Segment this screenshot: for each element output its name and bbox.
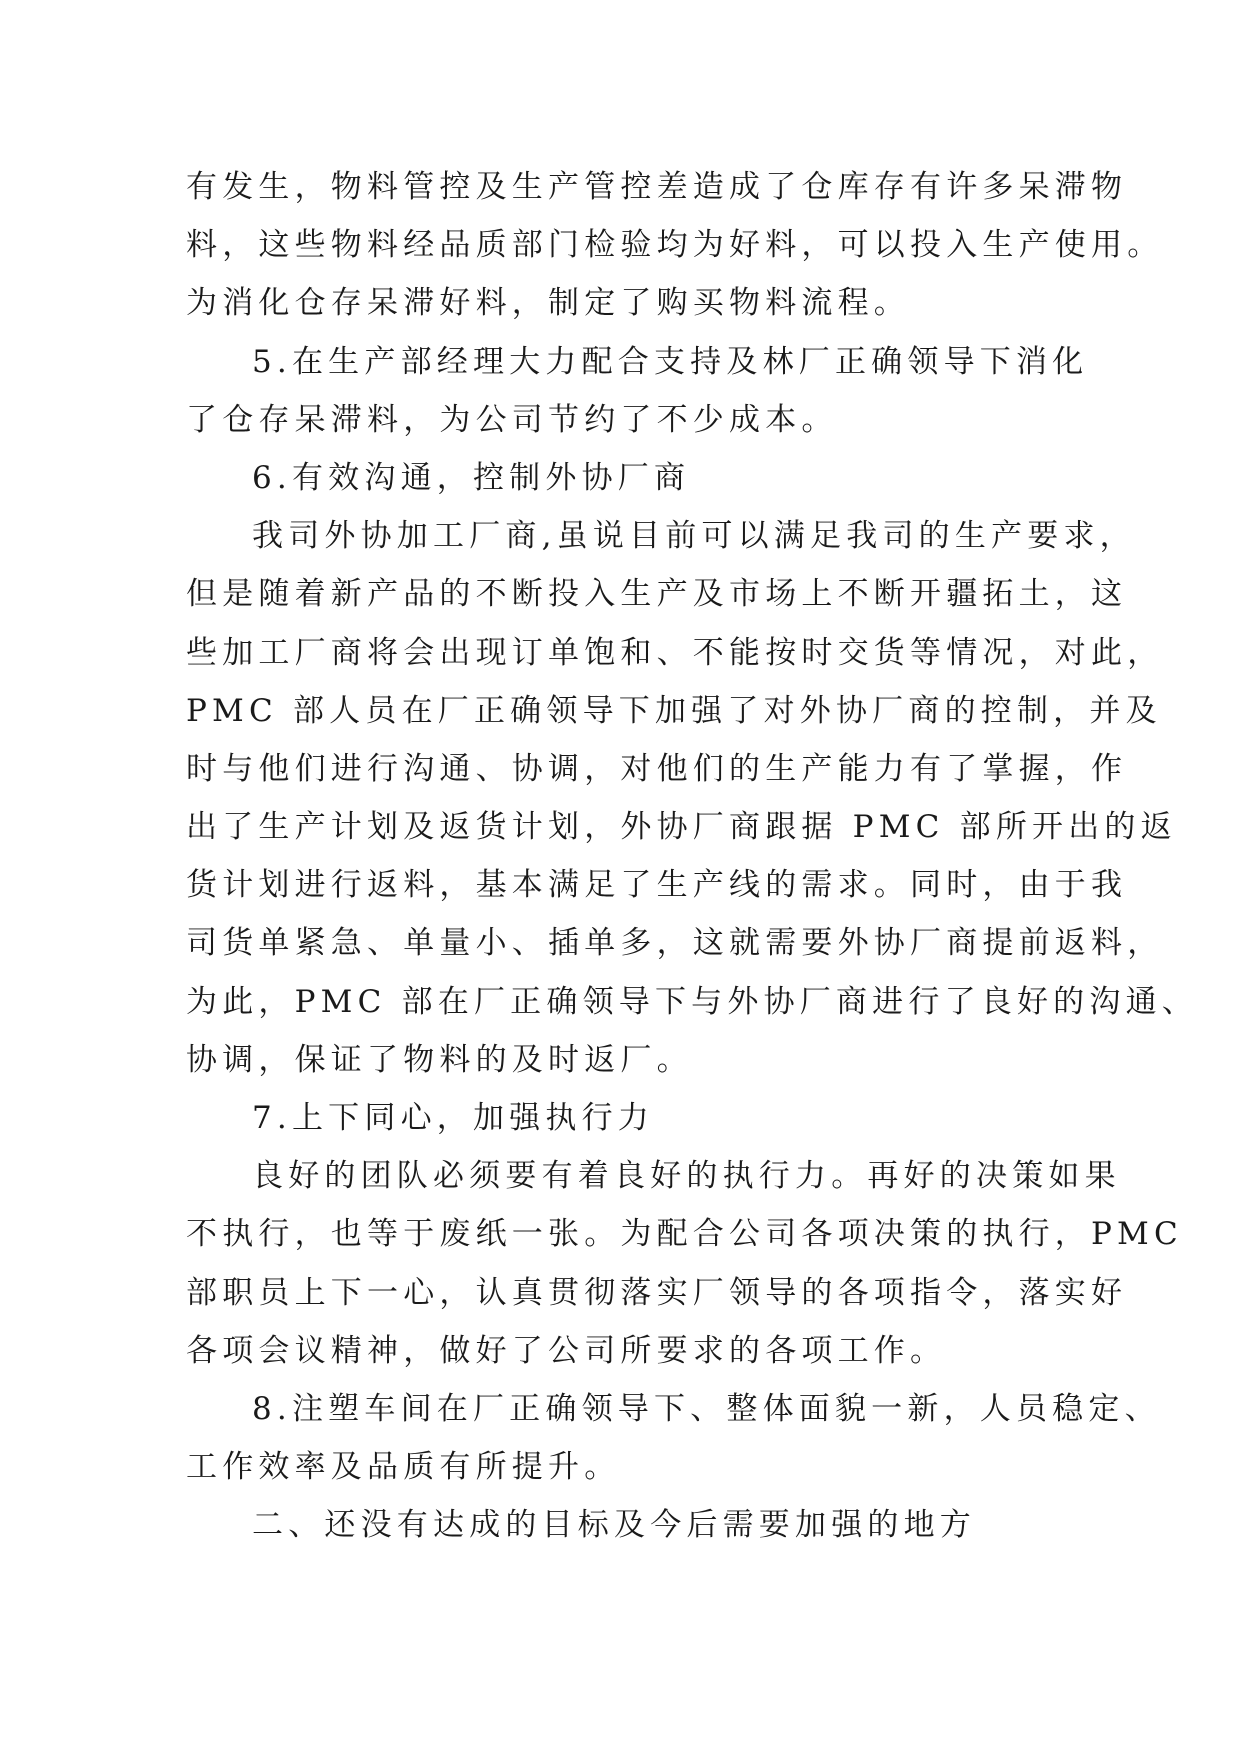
text-line: 协调，保证了物料的及时返厂。 [186,1041,693,1078]
text-line: 不执行，也等于废纸一张。为配合公司各项决策的执行，PMC [186,1216,1183,1253]
text-line: 8.注塑车间在厂正确领导下、整体面貌一新，人员稳定、 [252,1390,1161,1427]
text-line: 工作效率及品质有所提升。 [186,1449,621,1486]
text-line: 7.上下同心，加强执行力 [252,1100,654,1136]
text-line: 我司外协加工厂商,虽说目前可以满足我司的生产要求， [252,518,1136,555]
text-line: 良好的团队必须要有着良好的执行力。再好的决策如果 [252,1158,1121,1195]
text-line: 部职员上下一心，认真贯彻落实厂领导的各项指令，落实好 [186,1274,1128,1311]
text-line: 5.在生产部经理大力配合支持及林厂正确领导下消化 [252,343,1089,380]
text-line: 但是随着新产品的不断投入生产及市场上不断开疆拓土，这 [186,576,1128,613]
text-line: 为此，PMC 部在厂正确领导下与外协厂商进行了良好的沟通、 [186,983,1198,1020]
text-line: 司货单紧急、单量小、插单多，这就需要外协厂商提前返料， [186,925,1164,962]
text-line: 各项会议精神，做好了公司所要求的各项工作。 [186,1332,947,1369]
text-line: 些加工厂商将会出现订单饱和、不能按时交货等情况，对此， [186,634,1164,671]
document-body [186,158,1198,1555]
text-line: 为消化仓存呆滞好料，制定了购买物料流程。 [186,285,910,322]
text-line: 了仓存呆滞料，为公司节约了不少成本。 [186,401,838,438]
text-line: PMC 部人员在厂正确领导下加强了对外协厂商的控制，并及 [186,692,1162,729]
text-line: 二、还没有达成的目标及今后需要加强的地方 [252,1507,976,1544]
text-line: 出了生产计划及返货计划，外协厂商跟据 PMC 部所开出的返 [186,809,1177,846]
text-line: 料，这些物料经品质部门检验均为好料，可以投入生产使用。 [186,227,1164,264]
text-line: 时与他们进行沟通、协调，对他们的生产能力有了掌握，作 [186,750,1128,787]
text-line: 货计划进行返料，基本满足了生产线的需求。同时，由于我 [186,867,1128,904]
text-line: 6.有效沟通，控制外协厂商 [252,459,691,496]
text-line: 有发生，物料管控及生产管控差造成了仓库存有许多呆滞物 [186,169,1128,205]
